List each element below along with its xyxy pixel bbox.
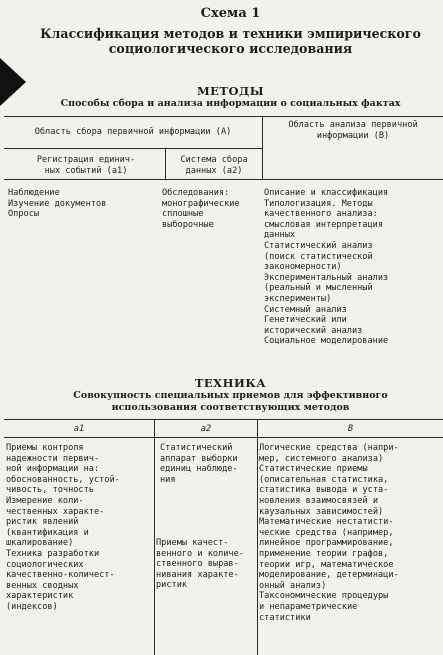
methods-table-divider-ab (262, 116, 263, 179)
a2-header: Система сбора данных (а2) (180, 155, 248, 176)
methods-subtitle: Способы сбора и анализа информации о социальных фактах (60, 98, 401, 109)
technique-a1-text: Приемы контроля надежности первич- ной информации на: обоснованность, устой- чивость, точность Измерение коли- чественных характе- ристик явлений (квантификация и шкалирование) Техника разработки социологических качественно-количест- венных сводных характеристик (индексов) (6, 443, 120, 612)
main-title: Классификация методов и техники эмпирического социологического исследования (40, 26, 421, 56)
technique-subtitle: Совокупность специальных приемов для эффективного использования соответствующих методов (73, 390, 388, 413)
methods-title: МЕТОДЫ (196, 84, 265, 98)
col-a-header: Область сбора первичной информации (А) (34, 127, 232, 137)
a1-header: Регистрация единич- ных событий (а1) (36, 155, 136, 176)
a2-methods-list: Обследования: монографические сплошные выборочные (162, 188, 240, 230)
technique-table-top-rule (4, 419, 443, 420)
methods-subheader-rule (4, 148, 262, 149)
methods-table-divider-a1a2 (165, 148, 166, 179)
b-methods-list: Описание и классификация Типологизация. Методы качественного анализа: смысловая интерпретация данных Статистический анализ (поиск статистической закономерности) Экспериментальный анализ (реальный и мысленный эксперименты) Системный анализ Генетический или исторический анализ Социальное моделирование (264, 188, 389, 347)
technique-col-a1-header: а1 (73, 424, 85, 434)
technique-divider-a2b (257, 419, 258, 655)
technique-col-a2-header: а2 (200, 424, 212, 434)
technique-a2-text-top: Статистический аппарат выборки единиц наблюде- ния (160, 443, 238, 485)
technique-header-bottom-rule (4, 437, 443, 438)
technique-b-text: Логические средства (напри- мер, системного анализа) Статистические приемы (описательная статистика, статистика вывода и уста- новления взаимосвязей и каузальных зависимостей) Математические нестатисти- ческие средства (например, линейное программирование, применение теории графов, теории игр, математическое моделирование, детерминаци- онный анализ) Таксономические процедуры и непараметрические статистики (259, 443, 399, 623)
technique-divider-a1a2 (154, 419, 155, 655)
technique-col-b-header: В (347, 424, 354, 434)
technique-a2-text-bottom: Приемы качест- венного и количе- ственного вырав- нивания характе- ристик (156, 538, 244, 591)
methods-table-top-rule (4, 116, 443, 117)
technique-title: ТЕХНИКА (194, 376, 267, 390)
col-b-header: Область анализа первичной информации (В) (288, 120, 418, 141)
schema-label: Схема 1 (200, 6, 261, 21)
methods-header-bottom-rule (4, 179, 443, 180)
a1-methods-list: Наблюдение Изучение документов Опросы (8, 188, 107, 220)
